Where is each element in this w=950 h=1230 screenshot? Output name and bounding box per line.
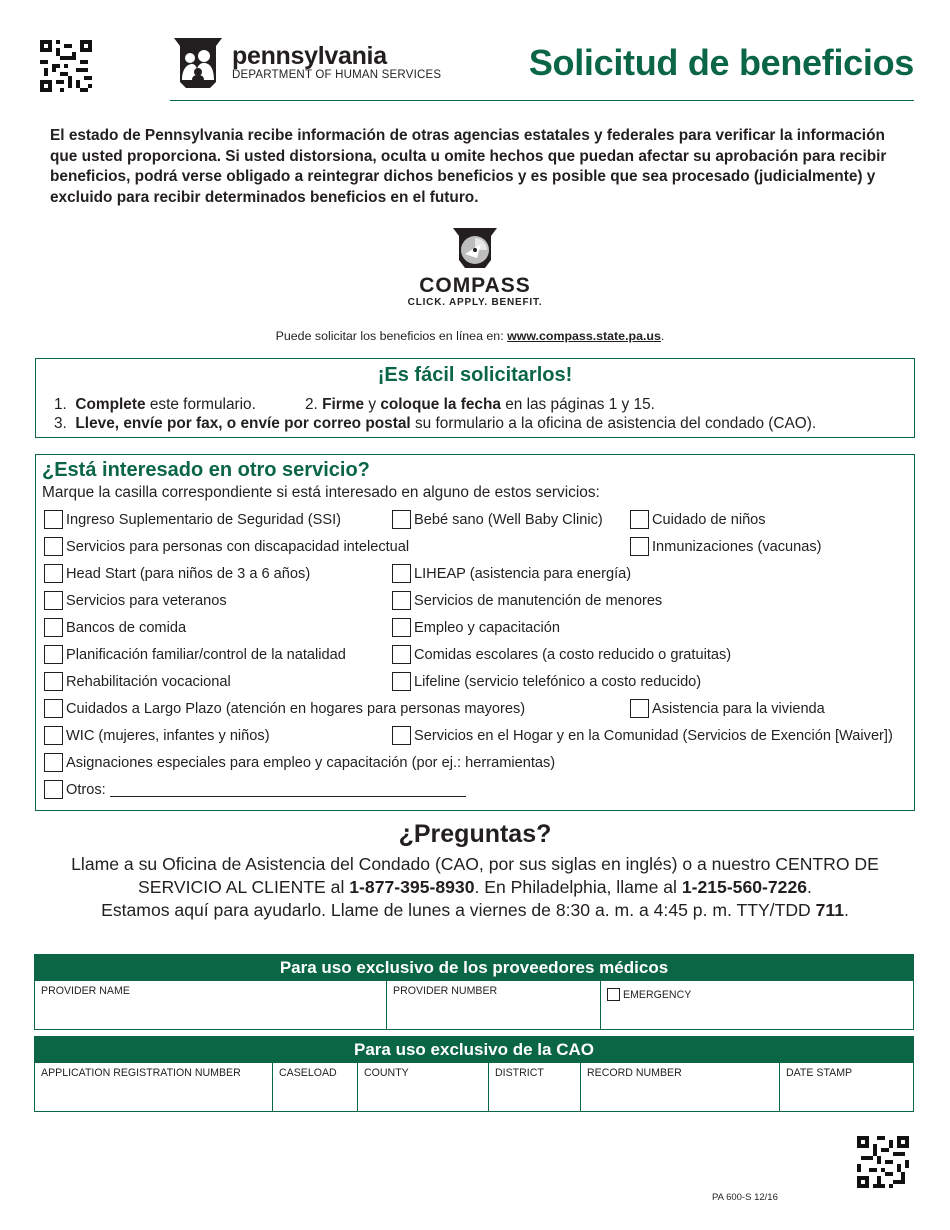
emergency-label: EMERGENCY xyxy=(623,989,692,1001)
service-housing[interactable] xyxy=(630,699,825,718)
provider-table xyxy=(34,954,914,1030)
service-label: Head Start (para niños de 3 a 6 años) xyxy=(66,565,311,582)
questions-line-3 xyxy=(0,899,950,922)
service-label: Servicios para personas con discapacidad intelectual xyxy=(66,538,410,555)
service-lifeline[interactable] xyxy=(392,672,701,691)
qr-code-top xyxy=(40,40,92,92)
philadelphia-phone: 1-215-560-7226 xyxy=(681,877,808,897)
step-3 xyxy=(54,415,816,433)
line-2-mid: . En Philadelphia, llame al xyxy=(474,877,677,897)
service-school-meals[interactable] xyxy=(392,645,731,664)
line-2-suffix: . xyxy=(807,877,812,897)
checkbox[interactable] xyxy=(44,591,63,610)
provider-table-row xyxy=(35,981,913,1029)
cao-table-header: Para uso exclusivo de la CAO xyxy=(35,1037,913,1063)
provider-number-label: PROVIDER NUMBER xyxy=(393,985,498,997)
questions-body xyxy=(0,853,950,922)
checkbox[interactable] xyxy=(44,726,63,745)
compass-tagline: CLICK. APPLY. BENEFIT. xyxy=(407,297,543,308)
compass-keystone-icon xyxy=(451,224,499,272)
service-label: Comidas escolares (a costo reducido o gratuitas) xyxy=(414,646,732,663)
department-name: DEPARTMENT OF HUMAN SERVICES xyxy=(232,69,442,81)
services-instruction: Marque la casilla correspondiente si está interesado en alguno de estos servicios: xyxy=(42,484,600,501)
service-well-baby[interactable] xyxy=(392,510,603,529)
service-long-term-care[interactable] xyxy=(44,699,525,718)
service-head-start[interactable] xyxy=(44,564,310,583)
service-immunizations[interactable] xyxy=(630,537,822,556)
questions-line-1: Llame a su Oficina de Asistencia del Condado (CAO, por sus siglas en inglés) o a nuestro CENTRO DE xyxy=(71,854,879,874)
county-field[interactable] xyxy=(358,1063,489,1111)
compass-logo xyxy=(395,224,555,308)
checkbox[interactable] xyxy=(44,672,63,691)
services-box xyxy=(35,454,915,811)
checkbox[interactable] xyxy=(392,645,411,664)
service-food-banks[interactable] xyxy=(44,618,186,637)
online-prefix: Puede solicitar los beneficios en línea en: xyxy=(275,329,504,343)
service-liheap[interactable] xyxy=(392,564,631,583)
service-label: Asistencia para la vivienda xyxy=(652,700,825,717)
service-label: LIHEAP (asistencia para energía) xyxy=(414,565,632,582)
checkbox[interactable] xyxy=(44,753,63,772)
step-3-number: 3. xyxy=(54,415,67,432)
service-child-care[interactable] xyxy=(630,510,766,529)
customer-service-phone: 1-877-395-8930 xyxy=(349,877,475,897)
checkbox[interactable] xyxy=(392,726,411,745)
service-label: Asignaciones especiales para empleo y capacitación (por ej.: herramientas) xyxy=(66,754,556,771)
provider-number-field[interactable] xyxy=(387,981,601,1029)
provider-name-label: PROVIDER NAME xyxy=(41,985,130,997)
questions-line-2 xyxy=(0,876,950,899)
step-2 xyxy=(305,396,655,414)
service-special-allowances[interactable] xyxy=(44,753,555,772)
checkbox[interactable] xyxy=(392,618,411,637)
step-1-text: este formulario. xyxy=(149,396,256,413)
pa-dhs-logo xyxy=(170,34,441,90)
checkbox[interactable] xyxy=(44,645,63,664)
step-1 xyxy=(54,396,256,414)
caseload-field[interactable] xyxy=(273,1063,358,1111)
service-label: Cuidado de niños xyxy=(652,511,766,528)
services-title: ¿Está interesado en otro servicio? xyxy=(42,459,370,481)
checkbox[interactable] xyxy=(44,618,63,637)
service-label: Servicios para veteranos xyxy=(66,592,227,609)
provider-name-field[interactable] xyxy=(35,981,387,1029)
service-other[interactable] xyxy=(44,780,466,799)
step-2-text: en las páginas 1 y 15. xyxy=(505,396,655,413)
district-field[interactable] xyxy=(489,1063,581,1111)
step-2-number: 2. xyxy=(305,396,318,413)
county-label: COUNTY xyxy=(364,1067,409,1079)
warning-paragraph: El estado de Pennsylvania recibe información de otras agencias estatales y federales para verificar la información que usted proporciona. Si usted distorsiona, oculta u omite hechos que puedan afectar su aprobación para recibir beneficios, podrá verse obligado a reintegrar dichos beneficios y es posible que sea procesado (judicialmente) y excluido para recibir determinados beneficios en el futuro. xyxy=(50,127,887,206)
emergency-checkbox[interactable] xyxy=(607,988,620,1001)
checkbox[interactable] xyxy=(630,699,649,718)
service-label: Rehabilitación vocacional xyxy=(66,673,231,690)
service-label: Empleo y capacitación xyxy=(414,619,561,636)
service-wic[interactable] xyxy=(44,726,270,745)
questions-section xyxy=(0,820,950,922)
step-3-bold: Lleve, envíe por fax, o envíe por correo postal xyxy=(75,415,411,432)
caseload-label: CASELOAD xyxy=(279,1067,337,1079)
service-employment-training[interactable] xyxy=(392,618,560,637)
service-label: WIC (mujeres, infantes y niños) xyxy=(66,727,270,744)
checkbox[interactable] xyxy=(392,672,411,691)
step-2-bold-sign: Firme xyxy=(322,396,365,413)
checkbox[interactable] xyxy=(630,537,649,556)
record-number-label: RECORD NUMBER xyxy=(587,1067,682,1079)
service-label: Servicios de manutención de menores xyxy=(414,592,663,609)
checkbox[interactable] xyxy=(44,699,63,718)
online-apply-line xyxy=(0,329,940,343)
date-stamp-label: DATE STAMP xyxy=(786,1067,853,1079)
checkbox[interactable] xyxy=(44,510,63,529)
other-input-line[interactable] xyxy=(110,782,466,797)
online-suffix: . xyxy=(660,329,665,343)
service-label: Lifeline (servicio telefónico a costo reducido) xyxy=(414,673,702,690)
step-1-number: 1. xyxy=(54,396,67,413)
cao-table-row xyxy=(35,1063,913,1111)
keystone-family-icon xyxy=(170,34,226,90)
service-label: Planificación familiar/control de la natalidad xyxy=(66,646,346,663)
checkbox[interactable] xyxy=(392,564,411,583)
cao-table xyxy=(34,1036,914,1112)
emergency-field[interactable] xyxy=(601,981,913,1029)
service-label: Cuidados a Largo Plazo (atención en hogares para personas mayores) xyxy=(66,700,526,717)
date-stamp-field[interactable] xyxy=(780,1063,913,1111)
service-intellectual-disability[interactable] xyxy=(44,537,409,556)
app-registration-label: APPLICATION REGISTRATION NUMBER xyxy=(41,1067,241,1079)
line-3-prefix: Estamos aquí para ayudarlo. Llame de lunes a viernes de 8:30 a. m. a 4:45 p. m. TTY/TDD xyxy=(101,900,811,920)
service-veterans[interactable] xyxy=(44,591,227,610)
app-registration-field[interactable] xyxy=(35,1063,273,1111)
page-title: Solicitud de beneficios xyxy=(528,42,914,83)
step-2-and: y xyxy=(368,396,377,413)
questions-title: ¿Preguntas? xyxy=(398,820,552,848)
checkbox[interactable] xyxy=(44,564,63,583)
service-label: Bebé sano (Well Baby Clinic) xyxy=(414,511,603,528)
step-2-bold-date: coloque la fecha xyxy=(380,396,501,413)
title-divider xyxy=(170,100,914,101)
checkbox[interactable] xyxy=(392,591,411,610)
agency-name: pennsylvania xyxy=(232,42,387,70)
tty-number: 711 xyxy=(815,900,845,920)
service-ssi[interactable] xyxy=(44,510,341,529)
compass-link[interactable]: www.compass.state.pa.us xyxy=(507,329,661,343)
service-family-planning[interactable] xyxy=(44,645,346,664)
service-label: Bancos de comida xyxy=(66,619,187,636)
provider-table-header: Para uso exclusivo de los proveedores médicos xyxy=(35,955,913,981)
easy-steps-box xyxy=(35,358,915,438)
checkbox[interactable] xyxy=(630,510,649,529)
checkbox[interactable] xyxy=(392,510,411,529)
service-label: Inmunizaciones (vacunas) xyxy=(652,538,822,555)
district-label: DISTRICT xyxy=(495,1067,544,1079)
service-label: Ingreso Suplementario de Seguridad (SSI) xyxy=(66,511,342,528)
service-child-support[interactable] xyxy=(392,591,662,610)
record-number-field[interactable] xyxy=(581,1063,780,1111)
checkbox[interactable] xyxy=(44,780,63,799)
checkbox[interactable] xyxy=(44,537,63,556)
qr-code-bottom xyxy=(857,1136,909,1188)
easy-title: ¡Es fácil solicitarlos! xyxy=(377,364,573,386)
form-number: PA 600-S 12/16 xyxy=(712,1192,778,1203)
step-3-text: su formulario a la oficina de asistencia del condado (CAO). xyxy=(414,415,817,432)
service-label: Servicios en el Hogar y en la Comunidad (Servicios de Exención [Waiver]) xyxy=(414,727,893,744)
step-1-bold: Complete xyxy=(75,396,146,413)
line-3-suffix: . xyxy=(844,900,849,920)
service-home-community[interactable] xyxy=(392,726,893,745)
compass-name: COMPASS xyxy=(419,274,531,297)
line-2-prefix: SERVICIO AL CLIENTE al xyxy=(138,877,345,897)
service-label: Otros: xyxy=(66,781,106,798)
service-vocational-rehab[interactable] xyxy=(44,672,231,691)
